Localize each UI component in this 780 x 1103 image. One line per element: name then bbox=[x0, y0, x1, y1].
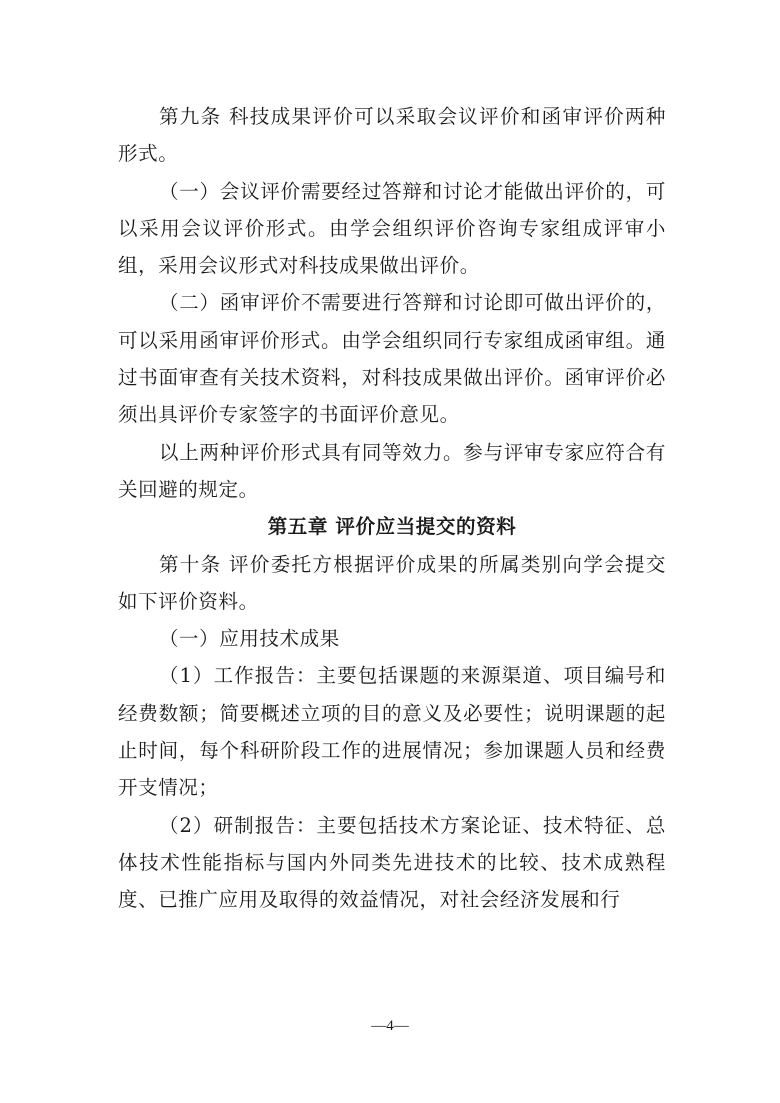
paragraph-article-9: 第九条 科技成果评价可以采取会议评价和函审评价两种形式。 bbox=[118, 105, 666, 166]
paragraph-equal-validity: 以上两种评价形式具有同等效力。参与评审专家应符合有关回避的规定。 bbox=[118, 440, 666, 501]
paragraph-meeting-evaluation: （一）会议评价需要经过答辩和讨论才能做出评价的，可以采用会议评价形式。由学会组织评价咨询专家组成评审小组，采用会议形式对科技成果做出评价。 bbox=[118, 179, 666, 278]
paragraph-work-report: （1）工作报告：主要包括课题的来源渠道、项目编号和经费数额；简要概述立项的目的意义及必要性；说明课题的起止时间，每个科研阶段工作的进展情况；参加课题人员和经费开支情况； bbox=[118, 664, 666, 800]
page-number: —4— bbox=[371, 1018, 409, 1034]
paragraph-applied-tech: （一）应用技术成果 bbox=[158, 627, 340, 651]
paragraph-article-10: 第十条 评价委托方根据评价成果的所属类别向学会提交如下评价资料。 bbox=[118, 552, 666, 613]
chapter-heading: 第五章 评价应当提交的资料 bbox=[267, 515, 517, 539]
paragraph-research-report: （2）研制报告：主要包括技术方案论证、技术特征、总体技术性能指标与国内外同类先进技术的比较、技术成熟程度、已推广应用及取得的效益情况，对社会经济发展和行 bbox=[118, 813, 666, 912]
paragraph-correspondence-evaluation: （二）函审评价不需要进行答辩和讨论即可做出评价的，可以采用函审评价形式。由学会组织同行专家组成函审组。通过书面审查有关技术资料，对科技成果做出评价。函审评价必须出具评价专家签字的书面评价意见。 bbox=[118, 291, 666, 427]
document-body bbox=[118, 98, 666, 919]
